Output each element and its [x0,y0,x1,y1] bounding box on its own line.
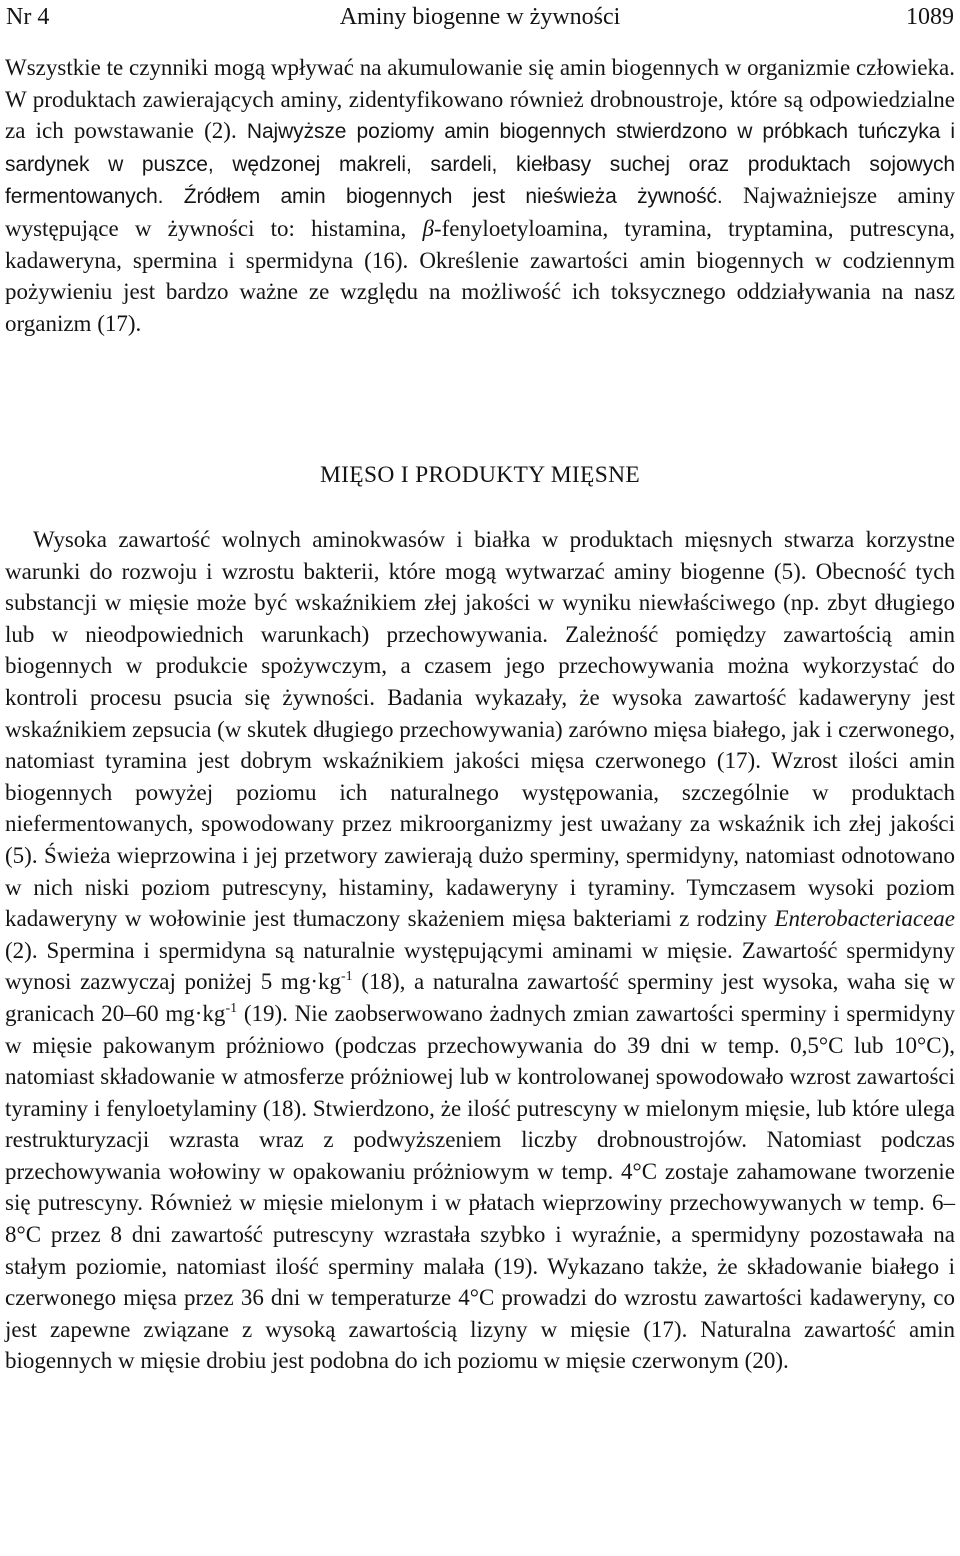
taxon-name: Enterobacteriaceae [774,906,955,932]
section-text-4: (19). Nie zaobserwowano żadnych zmian zawartości sperminy i spermidyny w mięsie pakowanym próżniowo (podczas przechowywania do 39 dni w temp. 0,5°C lub 10°C), natomiast składowanie w atmosferze próżniowej lub w kontrolowanej spowodowało wzrost zawartości tyraminy i fenyloetylaminy (18). Stwierdzono, że ilość putrescyny w mielonym mięsie, lub które ulega restrukturyzacji wzrasta wraz z podwyższeniem liczby drobnoustrojów. Natomiast podczas przechowywania wołowiny w opakowaniu próżniowym w temp. 4°C zostaje zahamowane tworzenie się putrescyny. Również w mięsie mielonym i w płatach wieprzowiny przechowywanych w temp. 6–8°C przez 8 dni zawartość putrescyny wzrastała szybko i wyraźnie, a spermidyny pozostawała na stałym poziomie, natomiast ilość sperminy malała (19). Wykazano także, że składowanie białego i czerwonego mięsa przez 36 dni w temperaturze 4°C prowadzi do wzrostu zawartości kadaweryny, co jest zapewne związane z wysoką zawartością lizyny w mięsie (17). Naturalna zawartość amin biogennych w mięsie drobiu jest podobna do ich poziomu w mięsie czerwonym (20). [5,1000,956,1374]
intro-text-a: Najważniejsze aminy występujące w żywności to: histamina, [5,183,955,241]
section-heading: MIĘSO I PRODUKTY MIĘSNE [319,462,641,488]
issue-number: Nr 4 [6,4,50,30]
section-text-3: (18), a naturalna zawartość sperminy jest wysoka, waha się w granicach 20–60 mg·kg [5,969,956,1026]
section-text-1: Wysoka zawartość wolnych aminokwasów i białka w produktach mięsnych stwarza korzystne warunki do rozwoju i wzrostu bakterii, które mogą wytwarzać aminy biogenne (5). Obecność tych substancji w mięsie może być wskaźnikiem złej jakości w wyniku niewłaściwego (np. zbyt długiego lub w nieodpowiednich warunkach) przechowywania. Zależność pomiędzy zawartością amin biogennych w produkcie spożywczym, a czasem jego przechowywania można wykorzystać do kontroli procesu psucia się żywności. Badania wykazały, że wysoka zawartość kadaweryny jest wskaźnikiem zepsucia (w skutek długiego przechowywania) zarówno mięsa białego, jak i czerwonego, natomiast tyramina jest dobrym wskaźnikiem jakości mięsa czerwonego (17). Wzrost ilości amin biogennych powyżej poziomu ich naturalnego występowania, szczególnie w produktach niefermentowanych, spowodowany przez mikroorganizmy jest uważany za wskaźnik ich złej jakości (5). Świeża wieprzowina i jej przetwory zawierają dużo sperminy, spermidyny, natomiast odnotowano w nich niski poziom putrescyny, histaminy, kadaweryny i tyraminy. Tymczasem wysoki poziom kadaweryny w wołowinie jest tłumaczony skażeniem mięsa bakteriami z rodziny [5,527,955,932]
unit-exponent-2: -1 [225,1000,238,1016]
intro-text-start: Wszystkie te czynniki mogą wpływać na akumulowanie się amin biogennych w organizmie człowieka. W produktach zawierających aminy, zidentyfikowano również drobnoustroje, które są odpowiedzialne za ich powstawanie (2). [5,55,955,144]
beta-symbol: β [422,215,434,241]
page-number: 1089 [906,4,954,30]
section-text-2: (2). Spermina i spermidyna są naturalnie występującymi aminami w mięsie. Zawartość spermidyny wynosi zazwyczaj poniżej 5 mg·kg [5,937,955,995]
intro-text-b: -fenyloetyloamina, tyramina, tryptamina, putrescyna, kadaweryna, spermina i spermidyna (16). Określenie zawartości amin biogennych w codziennym pożywieniu jest bardzo ważne ze względu na możliwość ich toksycznego oddziaływania na nasz organizm (17). [5,215,955,336]
intro-sans-passage: Najwyższe poziomy amin biogennych stwierdzono w próbkach tuńczyka i sardynek w puszce, wędzonej makreli, sardeli, kiełbasy suchej oraz produktach sojowych fermentowanych. Źródłem amin biogennych jest nieświeża żywność. [5,120,955,209]
intro-paragraph [5,52,955,339]
unit-exponent-1: -1 [340,969,353,985]
section-paragraph [5,524,955,1377]
running-title: Aminy biogenne w żywności [339,4,621,30]
running-header [6,0,954,34]
